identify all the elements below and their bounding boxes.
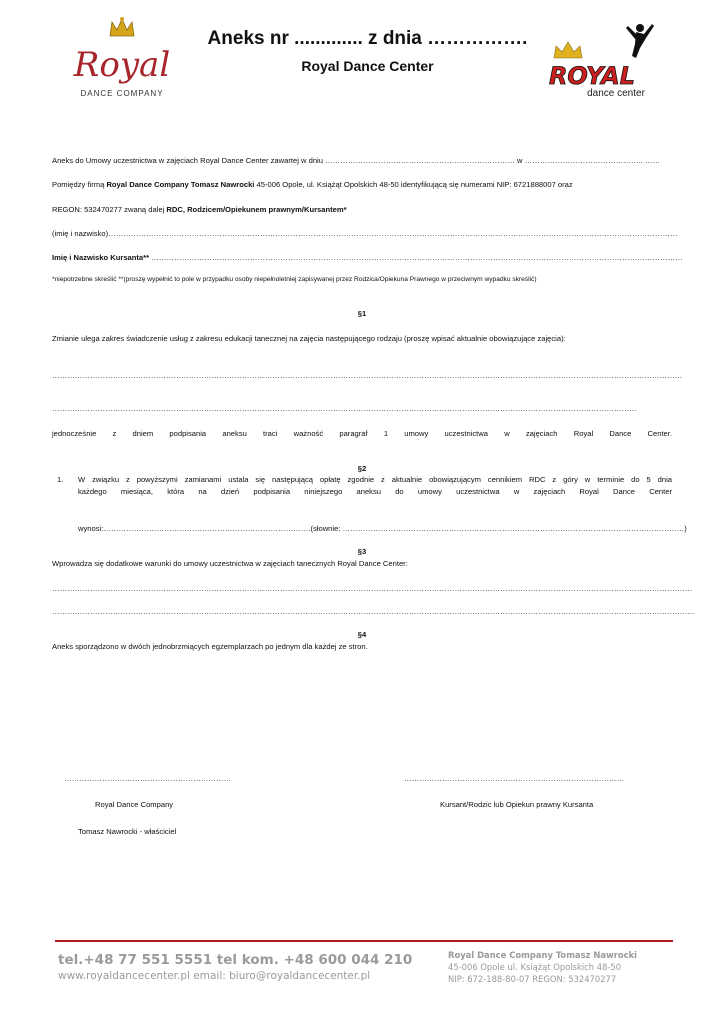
- student-name-line[interactable]: [52, 253, 683, 263]
- crown-icon: [554, 42, 582, 58]
- crown-icon: [110, 17, 134, 36]
- regon-prefix: REGON: 532470277 zwaną dalej: [52, 205, 167, 214]
- student-name-dots: …………………………………………………………………………………………………………………………………………………………………………………………: [149, 253, 683, 262]
- intro-parties-line: [52, 180, 573, 190]
- royal-dance-center-logo: [548, 14, 656, 102]
- dancer-silhouette-icon: [626, 24, 654, 58]
- svg-text:Royal: Royal: [73, 45, 171, 85]
- section-1-field-1[interactable]: ……………………………………………………………………………………………………………………………………………………………………………………………………………………………: [52, 371, 683, 380]
- parties-suffix: 45-006 Opole, ul. Książąt Opolskich 48-50 identyfikującą się numerami NIP: 6721888007 oraz: [254, 180, 573, 189]
- fee-amount-field[interactable]: wynosi:……………………………………………………………………….(słownie: ………………………………………………………………………………………………………………………): [78, 524, 687, 533]
- svg-text:DANCE COMPANY: DANCE COMPANY: [80, 89, 164, 98]
- section-3-field-2[interactable]: ………………………………………………………………………………………………………………………………………………………………………………………………………………………………..: [52, 607, 695, 616]
- svg-text:ROYAL: ROYAL: [548, 62, 636, 90]
- section-4-text: Aneks sporządzono w dwóch jednobrzmiących egzemplarzach po jednym dla każdej ze stron.: [52, 642, 368, 651]
- section-4-heading: §4: [357, 630, 367, 639]
- section-3-text: Wprowadza się dodatkowe warunki do umowy uczestnictwa w zajęciach tanecznych Royal Dance Center:: [52, 559, 408, 568]
- client-signature-label: Kursant/Rodzic lub Opiekun prawny Kursanta: [440, 800, 594, 809]
- document-subtitle: Royal Dance Center: [301, 58, 434, 74]
- section-1-closing: jednocześnie z dniem podpisania aneksu traci ważność paragraf 1 umowy uczestnictwa w zajęciach Royal Dance Center.: [52, 429, 672, 438]
- intro-agreement-line: Aneks do Umowy uczestnictwa w zajęciach Royal Dance Center zawartej w dniu ………………………………………………………………… w ……………………………………….. ……: [52, 156, 661, 165]
- footer-address: 45-006 Opole ul. Książąt Opolskich 48-50: [448, 962, 622, 972]
- section-1-field-2[interactable]: ……………………………………………………………………………………………………………………………………………………………………………………………………………: [52, 404, 637, 413]
- document-title: Aneks nr ............. z dnia …………….: [207, 28, 528, 49]
- owner-name: Tomasz Nawrocki - właściciel: [78, 827, 177, 836]
- section-3-field-1[interactable]: ……………………………………………………………………………………………………………………………………………………………………………………………………………………………….: [52, 584, 692, 593]
- company-name: Royal Dance Company Tomasz Nawrocki: [106, 180, 255, 189]
- royal-dance-company-logo: [62, 14, 182, 104]
- section-1-heading: §1: [357, 309, 367, 318]
- section-1-text: Zmianie ulega zakres świadczenie usług z zakresu edukacji tanecznej na zajęcia następującego rodzaju (proszę wpisać aktualnie obowiązujące zajęcia):: [52, 334, 566, 343]
- section-2-text-line-2: każdego miesiąca, która na dzień podpisania niniejszego aneksu do umowy uczestnictwa w zajęciach Royal Dance Center: [78, 487, 672, 496]
- section-3-heading: §3: [357, 547, 367, 556]
- footer-phones: tel.+48 77 551 5551 tel kom. +48 600 044 210: [58, 952, 413, 968]
- intro-regon-line: [52, 205, 347, 215]
- client-signature-line[interactable]: ……………………………………………………………………………: [404, 774, 625, 783]
- footnote: *niepotrzebne skreślić **(proszę wypełnić to pole w przypadku osoby niepełnoletniej zapisywanej przez Rodzica/Opiekuna Prawnego w przeciwnym wypadku skreślić): [52, 276, 537, 283]
- footer-web-email: www.royaldancecenter.pl email: biuro@royaldancecenter.pl: [58, 970, 371, 982]
- footer-divider: [55, 940, 673, 942]
- party-roles: RDC, Rodzicem/Opiekunem prawnym/Kursantem*: [166, 205, 347, 214]
- footer-company: Royal Dance Company Tomasz Nawrocki: [448, 950, 638, 960]
- name-field[interactable]: (imię i nazwisko)………………………………………………………………………………………………………………………………………………………………………………………………………: [52, 229, 678, 238]
- section-2-heading: §2: [357, 464, 367, 473]
- svg-text:dance center: dance center: [587, 88, 645, 99]
- section-2-text-line-1: W związku z powyższymi zamianami ustala się następującą opłatę zgodnie z aktualnie obowiązującym cennikiem RDC z góry w terminie do 5 dnia: [78, 475, 672, 484]
- section-2-item-number: 1.: [57, 475, 64, 484]
- student-name-label: Imię i Nazwisko Kursanta**: [52, 253, 150, 262]
- company-signature-line[interactable]: …………………………………………………………: [64, 774, 232, 783]
- footer-ids: NIP: 672-188-80-07 REGON: 532470277: [448, 974, 617, 984]
- company-signature-label: Royal Dance Company: [95, 800, 174, 809]
- parties-prefix: Pomiędzy firmą: [52, 180, 107, 189]
